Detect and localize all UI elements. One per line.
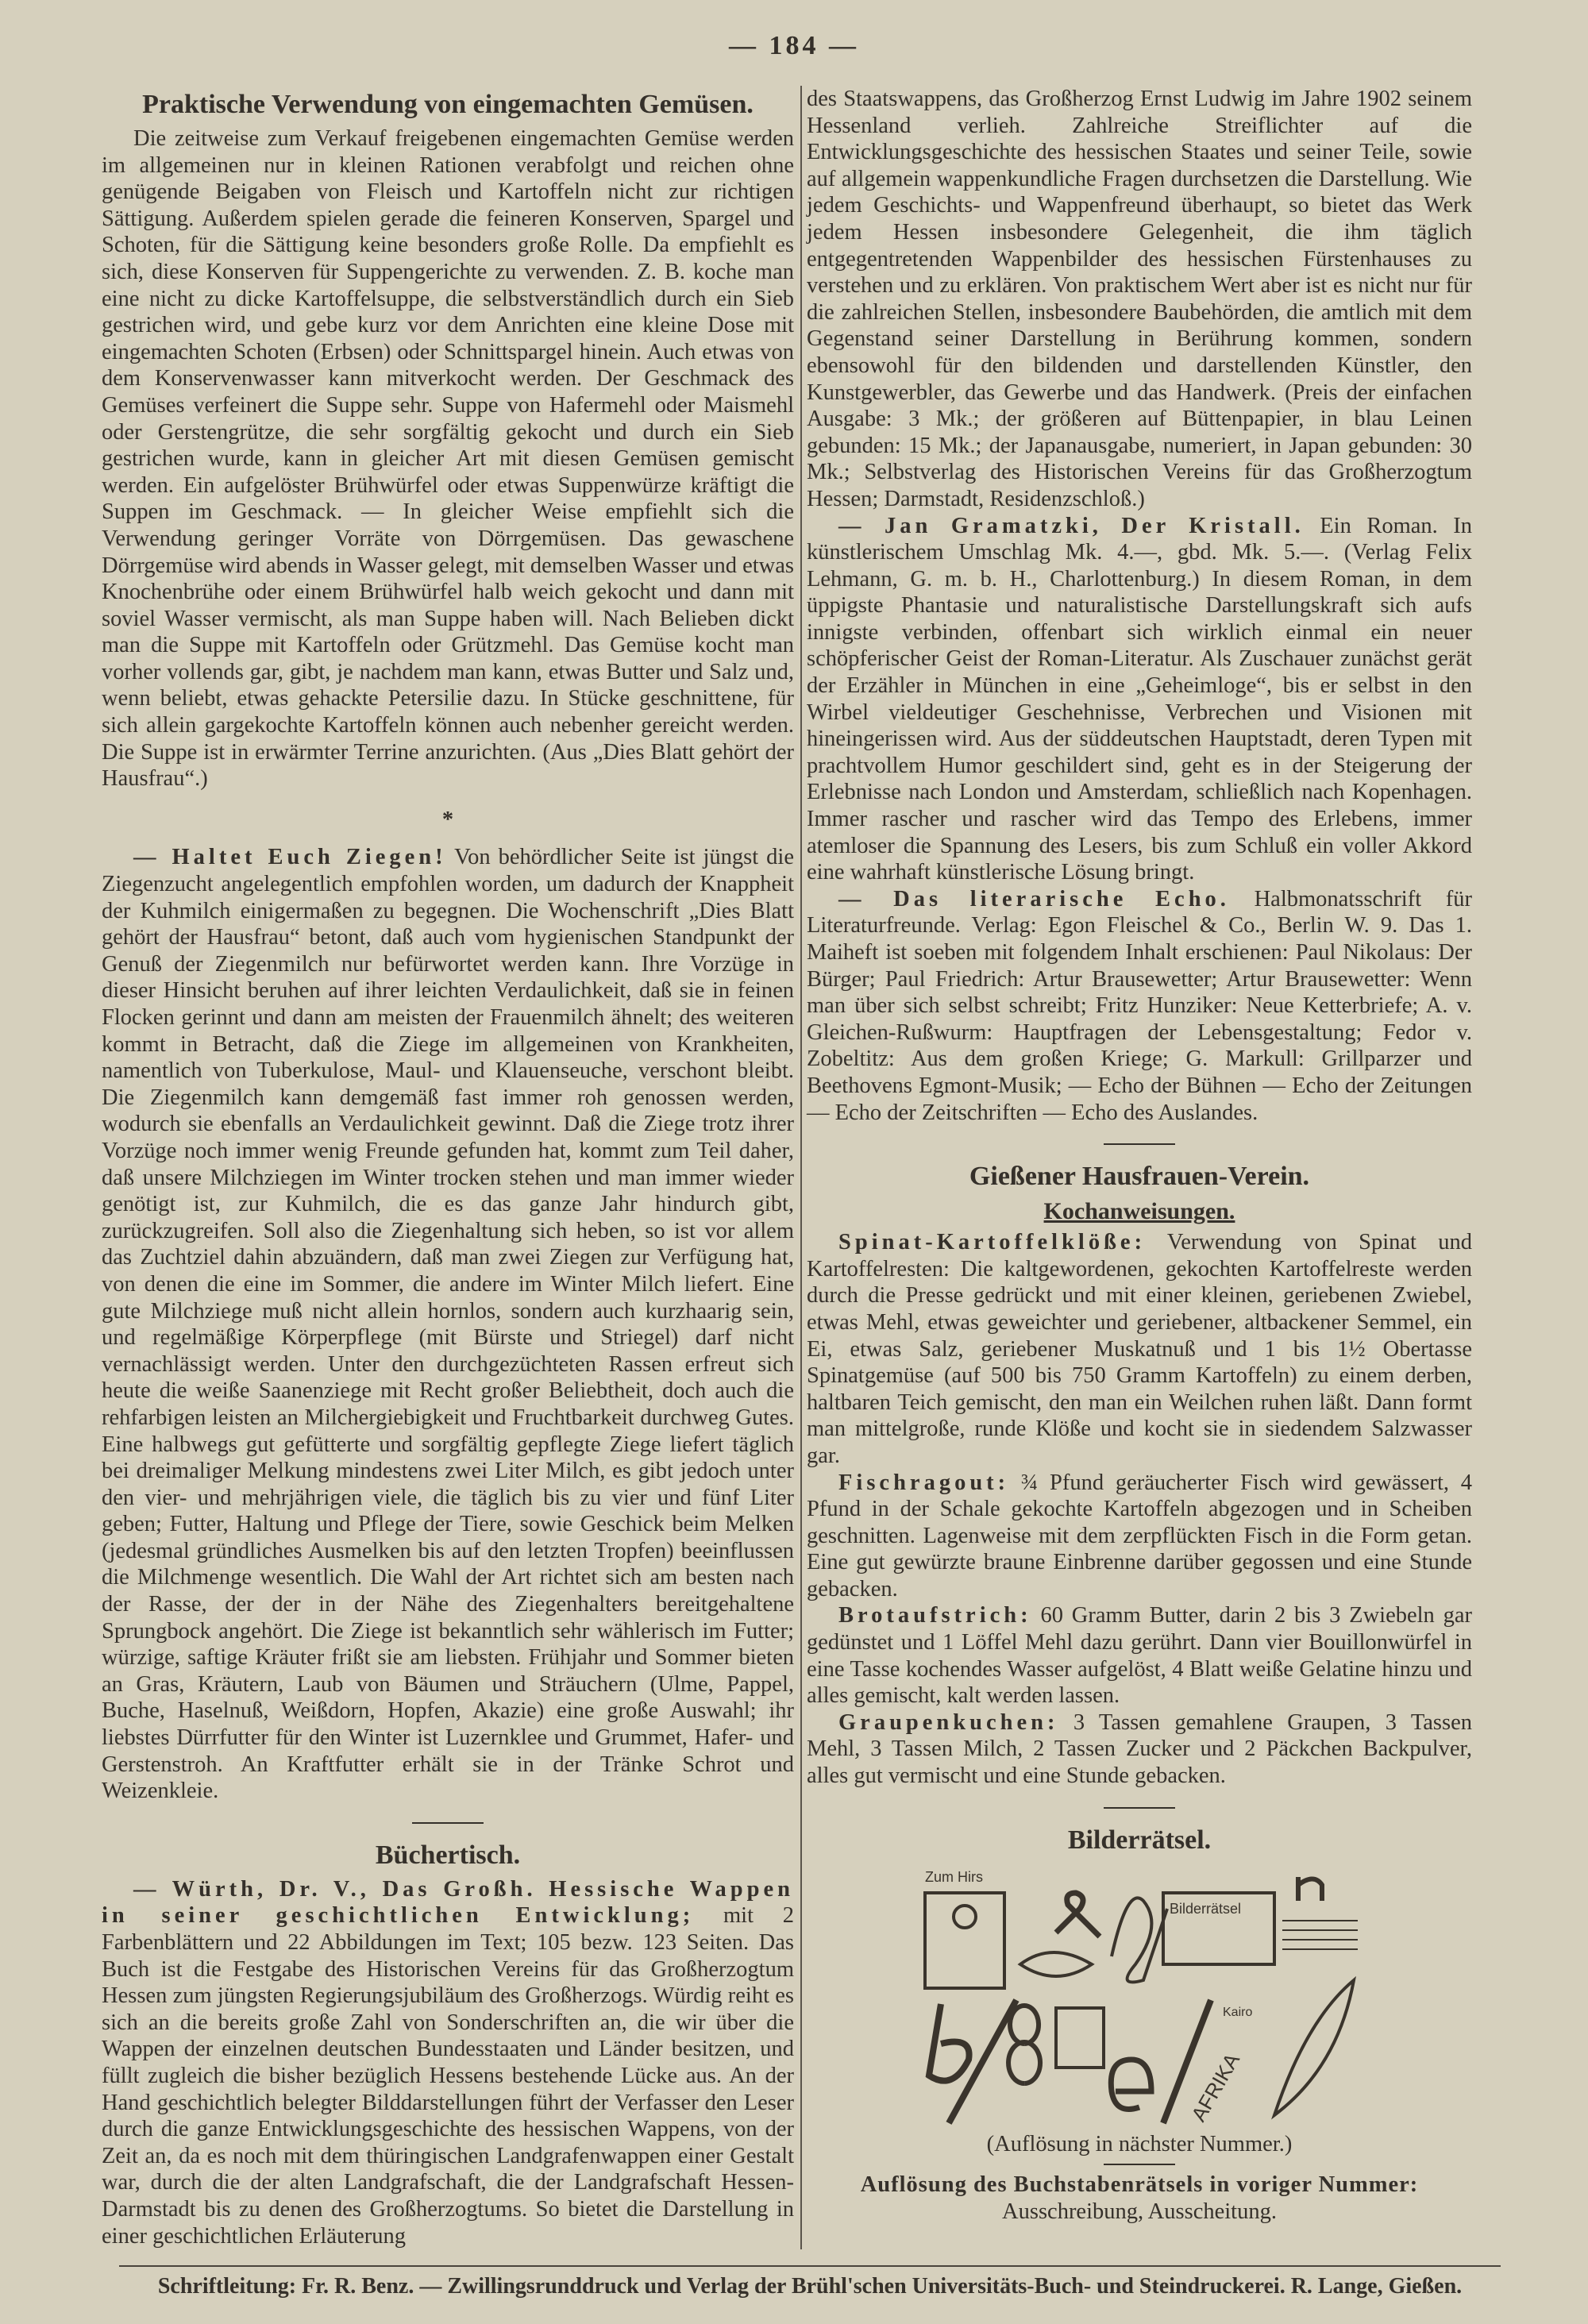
recipe bbox=[807, 1602, 1472, 1709]
left-column bbox=[102, 86, 794, 2249]
book-review bbox=[102, 1876, 794, 2249]
recipe-text: ¾ Pfund geräucherter Fisch wird gewässert, 4 Pfund in der Schale gekochte Kartoffeln abgezogen und in Scheiben geschnitten. Lagenweise mit dem zerpflückten Fisch in die Form getan. Eine gut gewürzte braune Einbrenne darüber gegossen und eine Stunde gebacken. bbox=[807, 1470, 1472, 1601]
article-title: Praktische Verwendung von eingemachten Gemüsen. bbox=[142, 90, 754, 119]
recipe-name: Graupenkuchen: bbox=[838, 1709, 1059, 1735]
book-review bbox=[807, 886, 1472, 1126]
recipe bbox=[807, 1709, 1472, 1790]
imprint-footer: Schriftleitung: Fr. R. Benz. — Zwillingsrunddruck und Verlag der Brühl'schen Universitäts-Buch- und Steindruckerei. R. Lange, Gießen. bbox=[119, 2265, 1501, 2300]
divider bbox=[1104, 1807, 1175, 1809]
recipe bbox=[807, 1470, 1472, 1603]
svg-text:AFRIKA: AFRIKA bbox=[1186, 2048, 1245, 2126]
svg-text:Zum Hirs: Zum Hirs bbox=[925, 1868, 983, 1885]
svg-text:Kairo: Kairo bbox=[1223, 2005, 1253, 2019]
rebus-title: Bilderrätsel. bbox=[1067, 1825, 1212, 1855]
page-columns bbox=[0, 78, 1588, 2249]
lips-drawing bbox=[1020, 1952, 1092, 1976]
section-subtitle: Kochanweisungen. bbox=[1043, 1198, 1235, 1225]
book-review bbox=[807, 513, 1472, 886]
right-column bbox=[807, 86, 1472, 2249]
svg-text:Bilderrätsel: Bilderrätsel bbox=[1170, 1900, 1242, 1917]
article-body: Die zeitweise zum Verkauf freigebenen eingemachten Gemüse werden im allgemeinen nur in kleinen Rationen verabfolgt und reichen ohne genügende Beigaben von Fleisch und Kartoffeln nicht zur richtigen Sättigung. Außerdem spielen gerade die feineren Konserven, Spargel und Schoten, für die Sättigung keine besonders große Rolle. Da empfiehlt es sich, diese Konserven für Suppengerichte zu verwenden. Z. B. koche man eine nicht zu dicke Kartoffelsuppe, die selbstverständlich durch ein Sieb gestrichen wird, und gebe kurz vor dem Anrichten eine kleine Dose mit eingemachten Schoten (Erbsen) oder Schnittspargel hinein. Auch etwas von dem Konservenwasser kann mitverkocht werden. Der Geschmack des Gemüses verfeinert die Suppe sehr. Suppe von Hafermehl oder Maismehl oder Gerstengrütze, die sehr sorgfältig gekocht und durch ein Sieb gestrichen wurde, kann in gleicher Art mit diesen Gemüsen gemischt werden. Ein aufgelöster Brühwürfel oder etwas Suppenwürze kräftigt die Suppen im Geschmack. — In gleicher Weise empfiehlt sich die Verwendung geringer Vorräte von Dörrgemüsen. Das gewaschene Dörrgemüse wird abends in Wasser gelegt, mit demselben Wasser und etwas Knochenbrühe oder einem Brühwürfel halb weich gekocht und dann mit soviel Wasser vermischt, als man Suppe haben will. Nach Belieben dickt man die Suppe mit Kartoffeln oder Grützmehl. Das Gemüse kocht man vorher vollends gar, gibt, je nachdem man kann, etwas Butter und Salz und, wenn beliebt, etwas gehackte Petersilie dazu. In Stücke geschnittene, für sich allein gargekochte Kartoffeln können auch nebenher gereicht werden. Die Suppe ist in erwärmter Terrine anzurichten. (Aus „Dies Blatt gehört der Hausfrau“.) bbox=[102, 126, 794, 792]
column-divider bbox=[800, 86, 802, 2249]
solution-title: Auflösung des Buchstabenrätsels in voriger Nummer: bbox=[860, 2172, 1419, 2198]
article-body bbox=[102, 844, 794, 1804]
review-lead: — Würth, Dr. V., Das Großh. Hessische Wappen in seiner geschichtlichen Entwicklung; bbox=[102, 1876, 794, 1929]
digit-8-drawing bbox=[1008, 2006, 1040, 2083]
review-lead: — Jan Gramatzki, Der Kristall. bbox=[838, 513, 1305, 538]
picture-rebus-illustration bbox=[917, 1861, 1362, 2131]
article-text: Von behördlicher Seite ist jüngst die Ziegenzucht angelegentlich empfohlen worden, um dadurch der Knappheit der Kuhmilch einigermaßen zu begegnen. Die Wochenschrift „Dies Blatt gehört der Hausfrau“ betont, daß auch vom hygienischen Standpunkt der Genuß der Ziegenmilch nur befürwortet werden kann. Ihre Vorzüge in dieser Hinsicht beruhen auf ihrer leichten Verdaulichkeit, daß sie in feinen Flocken gerinnt und dann am meisten der Frauenmilch ähnelt; des weiteren kommt in Betracht, daß die Ziege im allgemeinen von Krankheiten, namentlich von Tuberkulose, Maul- und Klauenseuche, verschont bleibt. Die Ziegenmilch kann demgemäß fast immer roh genossen werden, wodurch sie ebenfalls an Verdaulichkeit gewinnt. Daß die Ziege trotz ihrer Vorzüge noch immer wenig Freunde gefunden hat, kommt zum Teil daher, daß unsere Milchziegen im Winter trocken stehen und man immer wieder genötigt ist, zur Kuhmilch, die es das ganze Jahr hindurch gibt, zurückzugreifen. Soll also die Ziegenhaltung sich heben, so ist vor allem das Zuchtziel dahin abzuändern, daß man zwei Ziegen zur Verfügung hat, von denen die eine im Sommer, die andere im Winter Milch liefert. Eine gute Milchziege muß nicht allein hornlos, sondern auch kurzhaarig sein, und regelmäßige Körperpflege (mit Bürste und Striegel) darf nicht vernachlässigt werden. Unter den durchgezüchteten Rassen erfreut sich heute die weiße Saanenziege mit Recht großer Beliebtheit, doch auch die rehfarbigen leisten an Milchergiebigkeit und Fruchtbarkeit durchweg Gutes. Eine halbwegs gut gefütterte und sorgfältig gepflegte Ziege liefert täglich bei dreimaliger Melkung mindestens zwei Liter Milch, es gibt jedoch unter den vier- und mehrjährigen viele, die täglich bis zu vier und fünf Liter geben; Futter, Haltung und Pflege der Tiere, sowie Geschick beim Melken (jedesmal gründliches Ausmelken bis auf den letzten Tropfen) beeinflussen die Milchmenge wesentlich. Die Wahl der Art richtet sich am besten nach der Rasse, der der in der Nähe des Ziegenhalters bereitgehaltene Sprungbock angehört. Die Ziege ist bekanntlich sehr wählerisch im Futter; würzige, saftige Kräuter frißt sie am liebsten. Frühjahr und Sommer bieten an Gras, Kräutern, Laub von Bäumen und Sträuchern (Ulme, Pappel, Buche, Haselnuß, Weißdorn, Hopfen, Akazie) eine große Auswahl; ihr liebstes Dürrfutter für den Winter ist Luzernklee und Grummet, Hafer- und Gerstenstroh. An Kraftfutter erhält sie in der Tränke Schrot und Weizenkleie. bbox=[102, 845, 794, 1804]
section-title: Gießener Hausfrauen-Verein. bbox=[969, 1162, 1310, 1192]
recipe-text: 3 Tassen gemahlene Graupen, 3 Tassen Mehl, 3 Tassen Milch, 2 Tassen Zucker und 2 Päckchen Backpulver, alles gut vermischt und eine Stunde gebacken. bbox=[807, 1709, 1473, 1789]
divider bbox=[412, 1822, 484, 1824]
recipe-text: 60 Gramm Butter, darin 2 bis 3 Zwiebeln gar gedünstet und 1 Löffel Mehl dazu gerührt. Dann vier Bouillonwürfel in eine Tasse kochendes Wasser aufgelöst, 4 Blatt weiße Gelatine hinzu und alles gemischt, kalt werden lassen. bbox=[807, 1603, 1472, 1709]
article-lead: — Haltet Euch Ziegen! bbox=[133, 845, 447, 870]
section-title: Büchertisch. bbox=[375, 1840, 521, 1870]
divider bbox=[1104, 1143, 1175, 1145]
review-text: mit 2 Farbenblättern und 22 Abbildungen im Text; 105 bezw. 123 Seiten. Das Buch ist die Festgabe des Historischen Vereins für das Großherzogtum Hessen zum jüngsten Regierungsjubiläum des Großherzogs. Würdig reiht es sich an die bereits große Zahl von Sonderschriften an, die wir über die Wappen der einzelnen deutschen Bundesstaaten und Länder besitzen, und füllt zugleich die bisher bezüglich Hessens bestehende Lücke aus. An der Hand geschichtlich belegter Bilddarstellungen führt der Verfasser den Leser durch die ganze Entwicklungsgeschichte des hessischen Wappens, von der Zeit an, da es noch mit dem thüringischen Landgrafenwappen einer Gestalt war, durch die der alten Landgrafschaft, die der Landgrafschaft Hessen-Darmstadt bis zu denen des Großherzogtums. So bietet die Darstellung in einer geschichtlichen Erläuterung bbox=[102, 1903, 794, 2249]
recipe-text: Verwendung von Spinat und Kartoffelresten: Die kaltgewordenen, gekochten Kartoffelreste werden durch die Presse gedrückt und mit einer kleinen, geriebenen Zwiebel, etwas Mehl, etwas geweichter und geriebener, altbackener Semmel, ein Ei, etwas Salz, geriebener Muskatnuß und 1 bis 1½ Obertasse Spinatgemüse (auf 500 bis 750 Gramm Kartoffeln) zu einem derben, haltbaren Teich gemischt, den man ein Weilchen ruhen läßt. Dann formt man mittelgroße, runde Klöße und kocht sie in siedendem Salzwasser gar. bbox=[807, 1230, 1472, 1468]
letter-b-drawing bbox=[929, 2004, 969, 2081]
review-text: Ein Roman. In künstlerischem Umschlag Mk. 4.—, gbd. Mk. 5.—. (Verlag Felix Lehmann, G. m. b. H., Charlottenburg.) In diesem Roman, in dem üppigste Phantasie und naturalistische Darstellungskraft sich aufs innigste verbinden, offenbart sich wirklich einmal ein neuer schöpferischer Geist der Roman-Literatur. Als Zuschauer zunächst gerät der Erzähler in München in eine „Geheimloge“, bis er selbst in den Wirbel vieldeutiger Geschehnisse, Verbrechen und Visionen mit hineingerissen wird. Aus der süddeutschen Hauptstadt, deren Typen mit prachtvollem Humor geschildert sind, geht es in der Steigerung der Erlebnisse nach London und Amsterdam, schließlich nach Kopenhagen. Immer rascher und rascher wird das Tempo des Erlebens, immer atemloser die Spannung des Lesers, bis zum Schluß ein voller Akkord eine wahrhaft künstlerische Lösung bringt. bbox=[807, 513, 1472, 885]
recipe-name: Brotaufstrich: bbox=[838, 1603, 1032, 1628]
page-number: — 184 — bbox=[729, 31, 859, 60]
recipe-name: Fischragout: bbox=[838, 1470, 1010, 1495]
book-review-continued: des Staatswappens, das Großherzog Ernst Ludwig im Jahre 1902 seinem Hessenland verlieh. Zahlreiche Streiflichter auf die Entwicklungsgeschichte des hessischen Staates und seiner Teile, sowie auf allgemein wappenkundliche Fragen durchsetzen die Darstellung. Wie jedem Geschichts- und Wappenfreund überhaupt, so bietet das Werk jedem Hessen insbesondere Gelegenheit, die ihm täglich entgegentretenden Wappenbilder des hessischen Fürstenhauses zu verstehen und zu erklären. Von praktischem Wert aber ist es nicht nur für die zahlreichen Stellen, insbesondere Baubehörden, die amtlich mit dem Gegenstand seiner Darstellung in Berührung kommen, sondern ebensowohl für den bildenden und darstellenden Künstler, den Kunstgewerbler, das Gewerbe und das Handwerk. (Preis der einfachen Ausgabe: 3 Mk.; der größeren auf Büttenpapier, in blau Leinen gebunden: 15 Mk.; der Japanausgabe, numeriert, in Japan gebunden: 30 Mk.; Selbstverlag des Historischen Vereins für das Großherzogtum Hessen; Darmstadt, Residenzschloß.) bbox=[807, 87, 1472, 511]
quill-feather-drawing bbox=[1274, 1980, 1354, 2115]
solution-text: Ausschreibung, Ausscheitung. bbox=[1002, 2199, 1277, 2224]
ampersand-drawing bbox=[1056, 1893, 1100, 1937]
rebus-caption: (Auflösung in nächster Nummer.) bbox=[986, 2131, 1293, 2156]
review-lead: — Das literarische Echo. bbox=[838, 886, 1230, 911]
music-staff bbox=[1282, 1921, 1358, 1949]
divider bbox=[1104, 2164, 1175, 2165]
separator: * bbox=[441, 807, 454, 832]
letter-n-drawing bbox=[1298, 1877, 1322, 1901]
buckle-drawing bbox=[1056, 2008, 1104, 2068]
review-text: Halbmonatsschrift für Literaturfreunde. Verlag: Egon Fleischel & Co., Berlin W. 9. Das 1. Maiheft ist soeben mit folgendem Inhalt erschienen: Paul Nikolaus: Der Bürger; Paul Friedrich: Artur Brausewetter; Artur Brausewetter: Wenn man über sich selbst schreibt; Fritz Hunziker: Neue Ketterbriefe; A. v. Gleichen-Rußwurm: Hauptfragen der Lebensgestaltung; Fedor v. Zobeltitz: Aus dem großen Kriege; G. Markull: Grillparzer und Beethovens Egmont-Musik; — Echo der Bühnen — Echo der Zeitungen — Echo der Zeitschriften — Echo des Auslandes. bbox=[807, 886, 1473, 1125]
recipe-name: Spinat-Kartoffelklöße: bbox=[838, 1230, 1147, 1255]
recipe bbox=[807, 1229, 1472, 1469]
letter-e-drawing bbox=[1111, 2060, 1151, 2110]
